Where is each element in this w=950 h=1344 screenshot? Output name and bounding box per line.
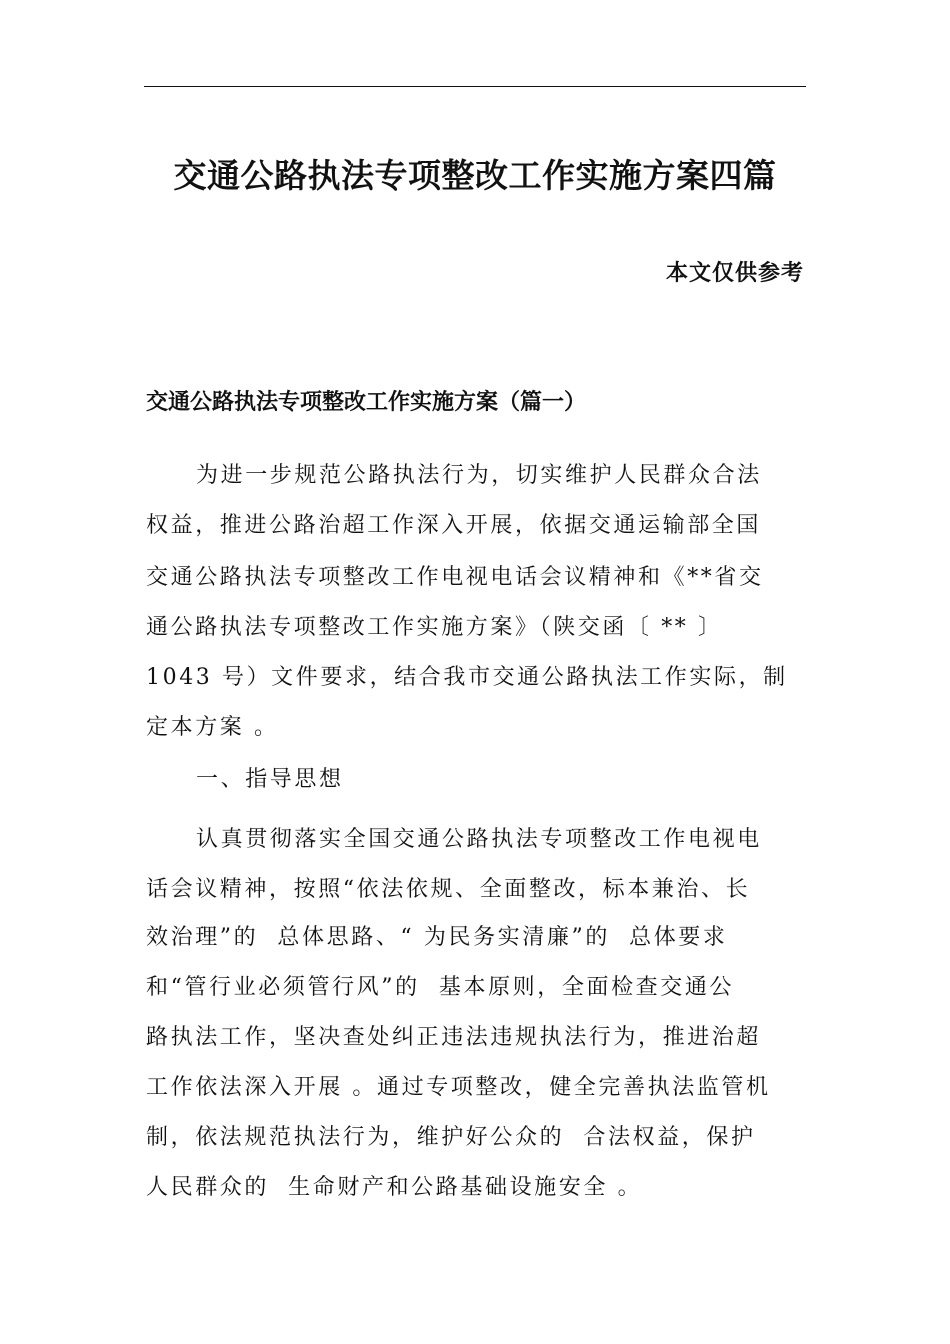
paragraph-line: 权益，推进公路治超工作深入开展，依据交通运输部全国 (146, 513, 762, 538)
subheading: 一、指导思想 (196, 767, 344, 792)
document-title: 交通公路执法专项整改工作实施方案四篇 (173, 156, 777, 195)
paragraph-line: 制，依法规范执法行为，维护好公众的 合法权益，保护 (146, 1125, 756, 1150)
paragraph-line: 话会议精神，按照“依法依规、全面整改，标本兼治、长 (146, 877, 751, 902)
paragraph-line: 工作依法深入开展 。通过专项整改，健全完善执法监管机 (146, 1075, 771, 1100)
paragraph-line: 认真贯彻落实全国交通公路执法专项整改工作电视电 (196, 827, 762, 852)
paragraph-line: 和“管行业必须管行风”的 基本原则，全面检查交通公 (146, 975, 735, 1000)
paragraph-line: 通公路执法专项整改工作实施方案》（陕交函〔 ** 〕 (146, 615, 723, 640)
paragraph-line: 为进一步规范公路执法行为，切实维护人民群众合法 (196, 463, 762, 488)
header-rule (144, 86, 806, 87)
paragraph-line: 路执法工作，坚决查处纠正违法违规执法行为，推进治超 (146, 1025, 762, 1050)
paragraph-line: 效治理”的 总体思路、“ 为民务实清廉”的 总体要求 (146, 925, 728, 950)
paragraph-line: 定本方案 。 (146, 715, 279, 740)
reference-note: 本文仅供参考 (665, 260, 804, 286)
paragraph-line: 人民群众的 生命财产和公路基础设施安全 。 (146, 1175, 643, 1200)
paragraph-line: 1043 号）文件要求，结合我市交通公路执法工作实际，制 (146, 665, 788, 690)
paragraph-line: 交通公路执法专项整改工作电视电话会议精神和《**省交 (146, 565, 764, 590)
section-heading: 交通公路执法专项整改工作实施方案（篇一） (146, 389, 587, 415)
